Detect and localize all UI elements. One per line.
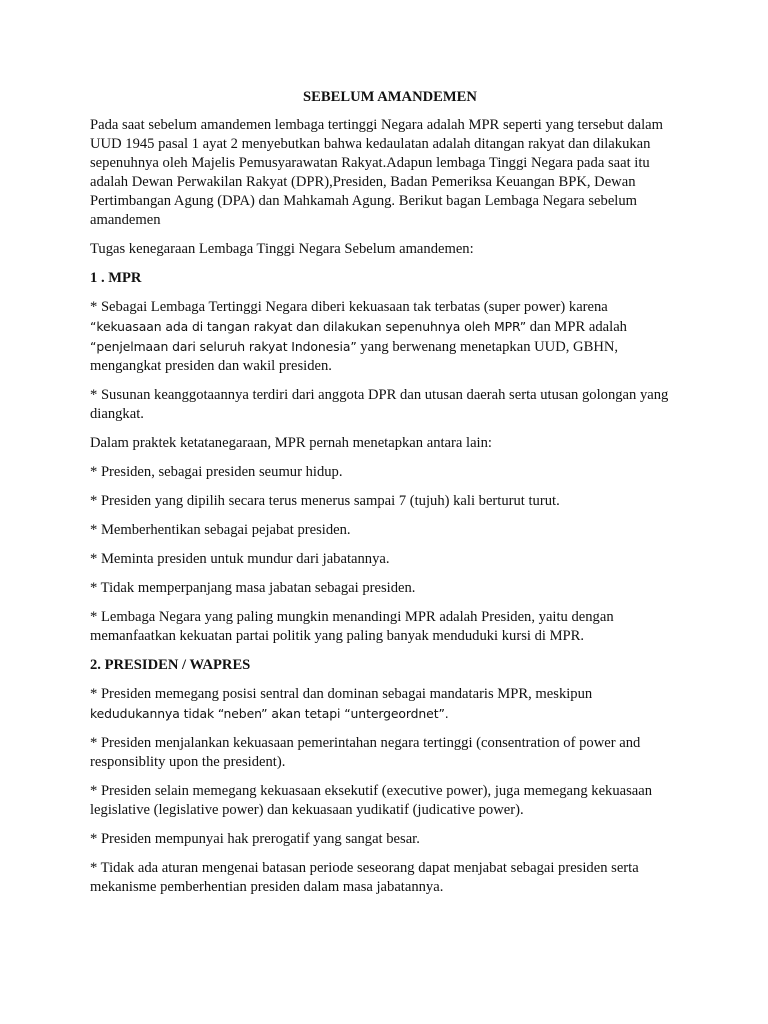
- presiden-p1-text-a: * Presiden memegang posisi sentral dan dominan sebagai mandataris MPR, meskipun: [90, 686, 593, 702]
- mpr-paragraph-1: [90, 298, 690, 376]
- section-heading-mpr: 1 . MPR: [90, 270, 142, 286]
- mpr-list-item: * Tidak memperpanjang masa jabatan sebagai presiden.: [90, 580, 416, 596]
- presiden-list-item: * Presiden menjalankan kekuasaan pemerintahan negara tertinggi (consentration of power and responsiblity upon the president).: [90, 735, 641, 770]
- mpr-p1-text-e: yang berwenang menetapkan UUD, GBHN, mengangkat presiden dan wakil presiden.: [90, 339, 619, 374]
- mpr-list-item: * Presiden yang dipilih secara terus menerus sampai 7 (tujuh) kali berturut turut.: [90, 493, 560, 509]
- mpr-p1-quote-2: “penjelmaan dari seluruh rakyat Indonesia”: [90, 339, 357, 354]
- presiden-p1-quote: kedudukannya tidak “neben” akan tetapi “untergeordnet”.: [90, 706, 449, 721]
- mpr-list-item: * Lembaga Negara yang paling mungkin menandingi MPR adalah Presiden, yaitu dengan memanfaatkan kekuatan partai politik yang paling banyak menduduki kursi di MPR.: [90, 609, 614, 644]
- mpr-list-item: * Memberhentikan sebagai pejabat presiden.: [90, 522, 351, 538]
- document-page: [90, 88, 690, 907]
- section-heading-presiden: 2. PRESIDEN / WAPRES: [90, 657, 251, 673]
- mpr-list-item: * Meminta presiden untuk mundur dari jabatannya.: [90, 551, 390, 567]
- mpr-p1-text-a: * Sebagai Lembaga Tertinggi Negara diberi kekuasaan tak terbatas (super power) karena: [90, 299, 608, 315]
- presiden-list-item: * Presiden selain memegang kekuasaan eksekutif (executive power), juga memegang kekuasaan legislative (legislative power) dan kekuasaan yudikatif (judicative power).: [90, 783, 653, 818]
- mpr-p1-quote-1: “kekuasaan ada di tangan rakyat dan dilakukan sepenuhnya oleh MPR”: [90, 319, 527, 334]
- presiden-list-item: * Tidak ada aturan mengenai batasan periode seseorang dapat menjabat sebagai presiden serta mekanisme pemberhentian presiden dalam masa jabatannya.: [90, 860, 639, 895]
- mpr-paragraph-2: * Susunan keanggotaannya terdiri dari anggota DPR dan utusan daerah serta utusan golongan yang diangkat.: [90, 387, 669, 422]
- mpr-p1-text-c: dan MPR adalah: [526, 319, 627, 335]
- presiden-list-item: * Presiden mempunyai hak prerogatif yang sangat besar.: [90, 831, 420, 847]
- tugas-paragraph: Tugas kenegaraan Lembaga Tinggi Negara Sebelum amandemen:: [90, 241, 474, 257]
- presiden-paragraph-1: [90, 685, 690, 724]
- mpr-paragraph-3: Dalam praktek ketatanegaraan, MPR pernah menetapkan antara lain:: [90, 435, 492, 451]
- document-title: SEBELUM AMANDEMEN: [303, 89, 477, 105]
- mpr-list-item: * Presiden, sebagai presiden seumur hidup.: [90, 464, 343, 480]
- intro-paragraph: Pada saat sebelum amandemen lembaga tertinggi Negara adalah MPR seperti yang tersebut dalam UUD 1945 pasal 1 ayat 2 menyebutkan bahwa kedaulatan adalah ditangan rakyat dan dilakukan sepenuhnya oleh Majelis Pemusyarawatan Rakyat.Adapun lembaga Tinggi Negara pada saat itu adalah Dewan Perwakilan Rakyat (DPR),Presiden, Badan Pemeriksa Keuangan BPK, Dewan Pertimbangan Agung (DPA) dan Mahkamah Agung. Berikut bagan Lembaga Negara sebelum amandemen: [90, 117, 664, 228]
